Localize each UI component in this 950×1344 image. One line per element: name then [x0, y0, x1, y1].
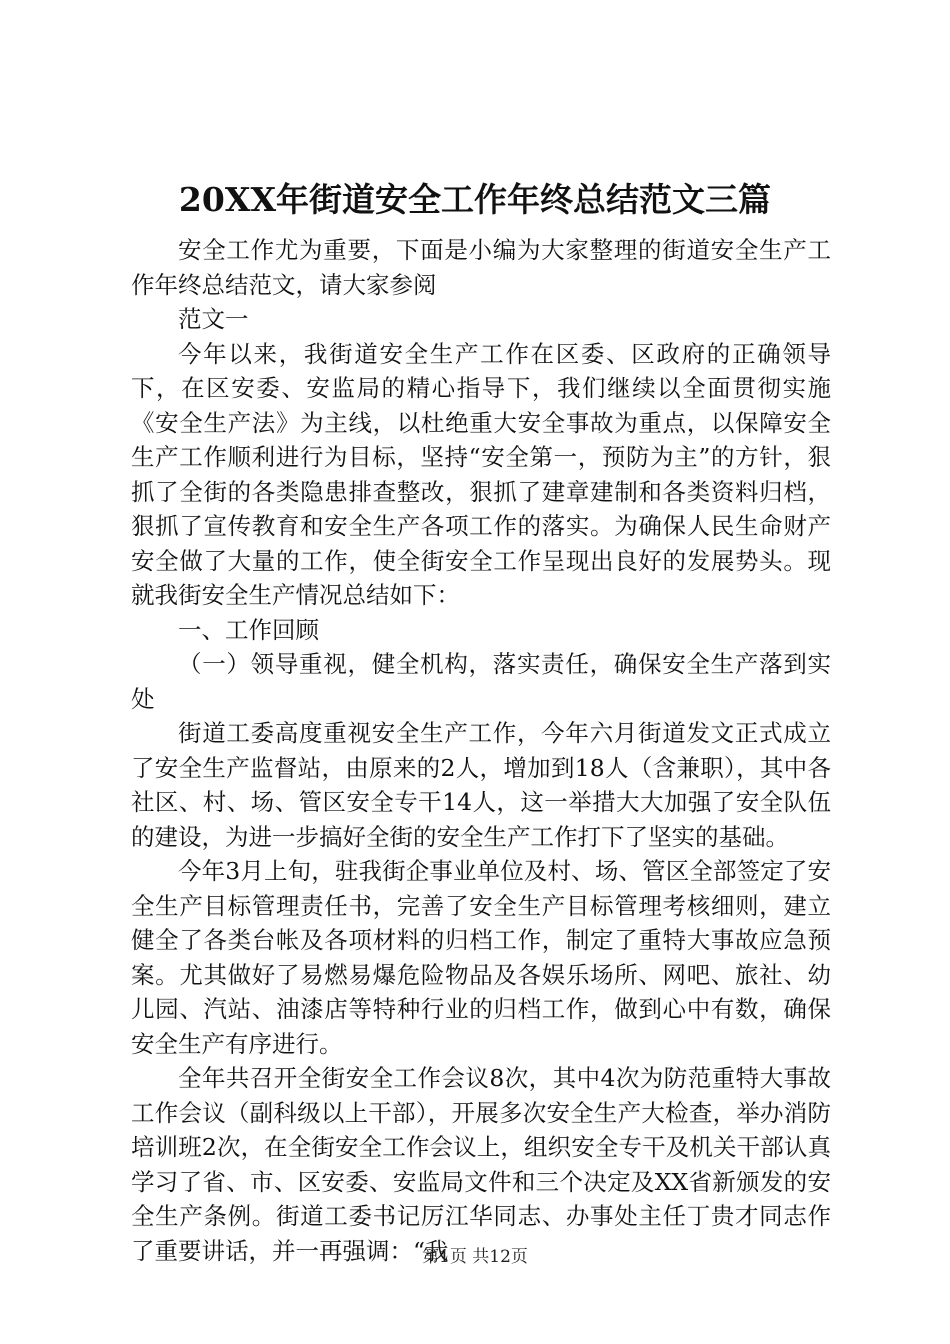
body-paragraph: 今年以来，我街道安全生产工作在区委、区政府的正确领导下，在区安委、安监局的精心指导下，我们继续以全面贯彻实施《安全生产法》为主线，以杜绝重大安全事故为重点，以保障安全生产工作顺利进行为目标，坚持“安全第一，预防为主”的方针，狠抓了全街的各类隐患排查整改，狠抓了建章建制和各类资料归档，狠抓了宣传教育和安全生产各项工作的落实。为确保人民生命财产安全做了大量的工作，使全街安全工作呈现出良好的发展势头。现就我街安全生产情况总结如下： [131, 339, 831, 609]
document-title: 20XX年街道安全工作年终总结范文三篇 [178, 180, 772, 219]
body-paragraph: 今年3月上旬，驻我街企事业单位及村、场、管区全部签定了安全生产目标管理责任书，完善了安全生产目标管理考核细则，建立健全了各类台帐及各项材料的归档工作，制定了重特大事故应急预案。尤其做好了易燃易爆危险物品及各娱乐场所、网吧、旅社、幼儿园、汽站、油漆店等特种行业的归档工作，做到心中有数，确保安全生产有序进行。 [131, 857, 831, 1058]
body-paragraph: 全年共召开全街安全工作会议8次，其中4次为防范重特大事故工作会议（副科级以上干部），开展多次安全生产大检查，举办消防培训班2次，在全街安全工作会议上，组织安全专干及机关干部认真学习了省、市、区安委、安监局文件和三个决定及XX省新颁发的安全生产条例。街道工委书记厉江华同志、办事处主任丁贵才同志作了重要讲话，并一再强调：“我 [131, 1064, 831, 1265]
page-number-footer: 第1页 共12页 [422, 1247, 528, 1267]
document-body [131, 233, 831, 1268]
subsection-heading: （一）领导重视，健全机构，落实责任，确保安全生产落到实处 [131, 650, 831, 713]
section-heading-sample-one: 范文一 [178, 305, 249, 333]
intro-paragraph: 安全工作尤为重要，下面是小编为大家整理的街道安全生产工作年终总结范文，请大家参阅 [131, 236, 831, 299]
section-heading-work-review: 一、工作回顾 [178, 615, 319, 644]
body-paragraph: 街道工委高度重视安全生产工作，今年六月街道发文正式成立了安全生产监督站，由原来的2人，增加到18人（含兼职），其中各社区、村、场、管区安全专干14人，这一举措大大加强了安全队伍的建设，为进一步搞好全街的安全生产工作打下了坚实的基础。 [131, 719, 831, 851]
